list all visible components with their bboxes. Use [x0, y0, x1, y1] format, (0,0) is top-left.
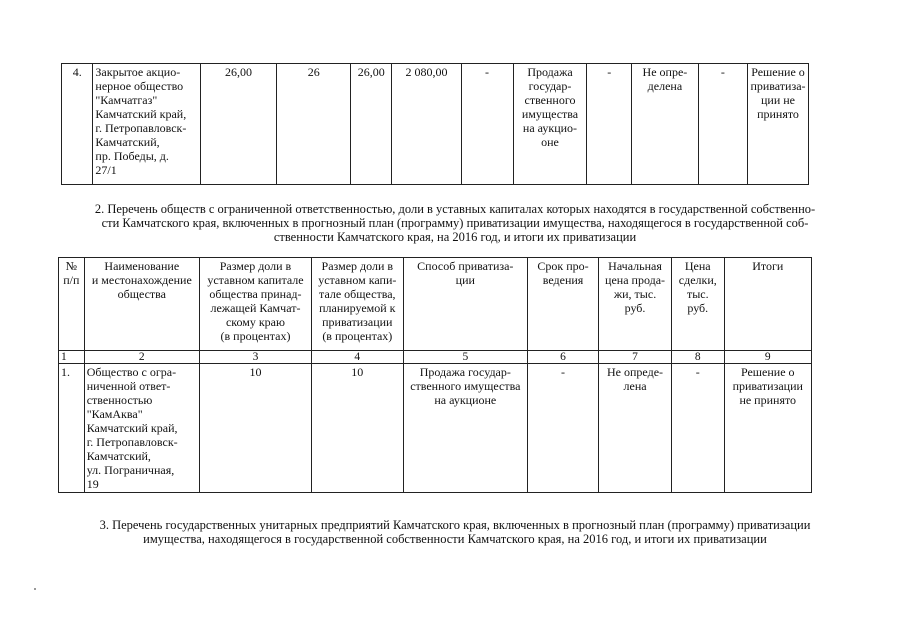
section3-heading: 3. Перечень государственных унитарных предприятий Камчатского края, включенных в прогнозный план (программу) приватизации имущества, находящегося в государственной собственности Камчатского края, на 2016 год, и итоги их приватизации: [99, 518, 811, 546]
colnum-5: 5: [403, 351, 527, 364]
colnum-3: 3: [199, 351, 311, 364]
cell-dash-1: -: [461, 64, 513, 185]
cell-planned: 10: [312, 364, 404, 493]
colnum-7: 7: [599, 351, 672, 364]
cell-price: Не опре- делена: [632, 64, 699, 185]
cell-share-planned: 26,00: [351, 64, 392, 185]
table-column-numbers-row: [59, 351, 812, 364]
cell-method: Продажа государ- ственного имущества на аукцио- оне: [513, 64, 587, 185]
colnum-4: 4: [312, 351, 404, 364]
cell-share-charter: 26,00: [200, 64, 277, 185]
header-result: Итоги: [724, 258, 812, 351]
colnum-8: 8: [672, 351, 724, 364]
cell-dash-3: -: [698, 64, 747, 185]
table-header-row: [59, 258, 812, 351]
cell-name: Закрытое акцио- нерное общество "Камчатгаз" Камчатский край, г. Петропавловск- Камчатский, пр. Победы, д. 27/1: [93, 64, 200, 185]
header-planned: Размер доли в уставном капи- тале общества, планируемой к приватизации (в процентах): [312, 258, 404, 351]
cell-term: -: [528, 364, 599, 493]
cell-share: 10: [199, 364, 311, 493]
cell-price: Не опреде- лена: [599, 364, 672, 493]
table-section2: [58, 257, 812, 493]
cell-dash-2: -: [587, 64, 632, 185]
header-name: Наименование и местонахождение общества: [84, 258, 199, 351]
cell-shares-value: 2 080,00: [392, 64, 461, 185]
scan-speck: [34, 588, 36, 590]
colnum-2: 2: [84, 351, 199, 364]
header-deal: Цена сделки, тыс. руб.: [672, 258, 724, 351]
header-price: Начальная цена прода- жи, тыс. руб.: [599, 258, 672, 351]
cell-result: Решение о приватизации не принято: [724, 364, 812, 493]
section2-heading: 2. Перечень обществ с ограниченной ответственностью, доли в уставных капиталах которых находятся в государственной собственно- сти Камчатского края, включенных в прогнозный план (программу) приватизации имущества, находящегося в государственной соб- ственности Камчатского края, на 2016 год, и итоги их приватизации: [94, 202, 816, 244]
table-row: [62, 64, 809, 185]
cell-method: Продажа государ- ственного имущества на аукционе: [403, 364, 527, 493]
header-method: Способ приватиза- ции: [403, 258, 527, 351]
cell-num: 4.: [62, 64, 93, 185]
cell-shares-count: 26: [277, 64, 351, 185]
colnum-1: 1: [59, 351, 85, 364]
table-section1-continuation: [61, 63, 809, 185]
header-term: Срок про- ведения: [528, 258, 599, 351]
cell-result: Решение о приватиза- ции не принято: [748, 64, 809, 185]
colnum-6: 6: [528, 351, 599, 364]
header-num: № п/п: [59, 258, 85, 351]
header-share: Размер доли в уставном капитале общества принад- лежащей Камчат- скому краю (в процентах): [199, 258, 311, 351]
cell-name: Общество с огра- ниченной ответ- ственностью "КамАква" Камчатский край, г. Петропавловск- Камчатский, ул. Пограничная, 19: [84, 364, 199, 493]
colnum-9: 9: [724, 351, 812, 364]
cell-deal: -: [672, 364, 724, 493]
cell-num: 1.: [59, 364, 85, 493]
table-row: [59, 364, 812, 493]
